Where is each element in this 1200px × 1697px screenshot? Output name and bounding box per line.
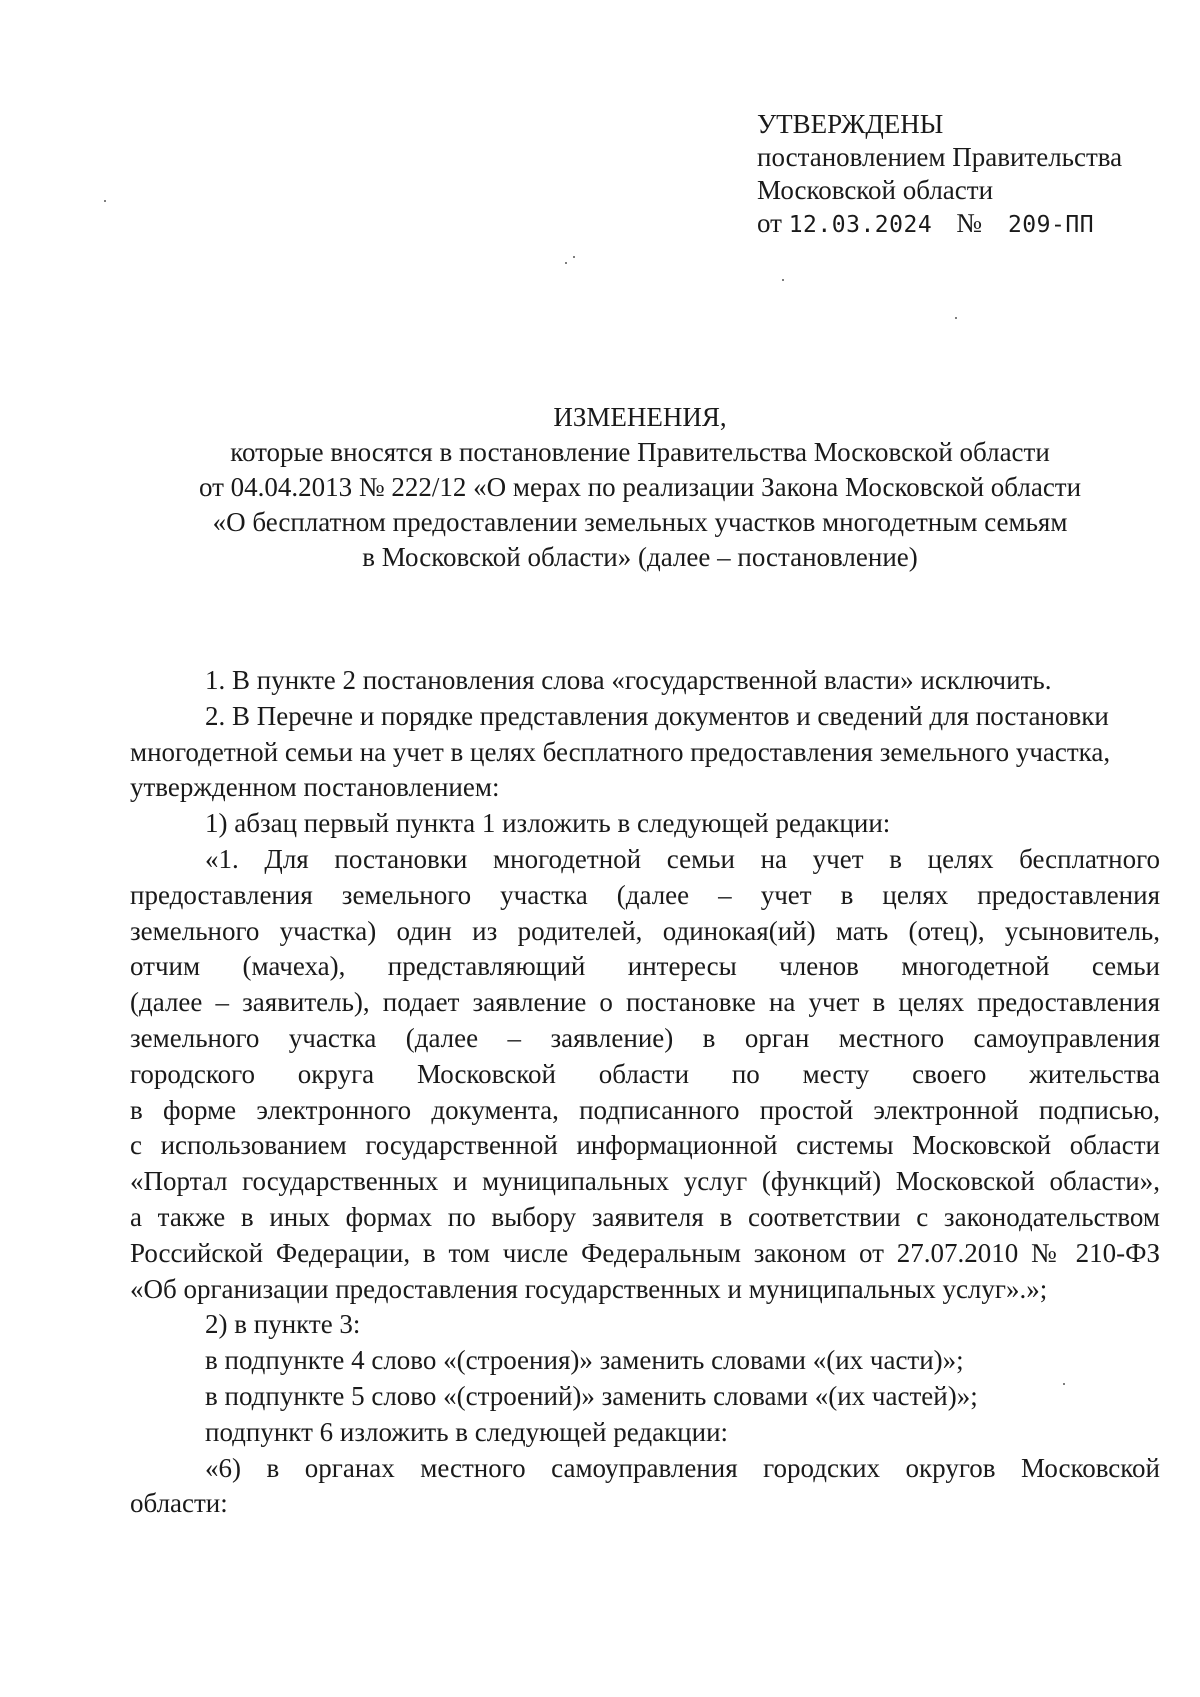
decree-number: 209-ПП [1007, 212, 1095, 238]
approval-heading: УТВЕРЖДЕНЫ [757, 109, 944, 139]
scan-speck [955, 317, 957, 319]
body-line: Российской Федерации, в том числе Федеральным законом от 27.07.2010 № 210-ФЗ [130, 1237, 1160, 1268]
body-line: с использованием государственной информационной системы Московской области [130, 1130, 1160, 1161]
body-line: 1. В пункте 2 постановления слова «государственной власти» исключить. [205, 665, 1052, 695]
body-line: области: [130, 1488, 228, 1519]
body-line: земельного участка (далее – заявление) в орган местного самоуправления [130, 1022, 1160, 1053]
title-line: от 04.04.2013 № 222/12 «О мерах по реализации Закона Московской области [198, 472, 1082, 502]
body-line: 2) в пункте 3: [205, 1309, 361, 1340]
body-line: «Об организации предоставления государственных и муниципальных услуг».»; [130, 1273, 1048, 1304]
approval-date-line [757, 207, 1122, 242]
title-heading: ИЗМЕНЕНИЯ, [553, 402, 727, 432]
scan-speck [565, 262, 567, 264]
number-sign: № [956, 208, 982, 238]
approval-block [757, 108, 1122, 242]
body-line: предоставления земельного участка (далее – учет в целях предоставления [130, 879, 1160, 910]
body-line: (далее – заявитель), подает заявление о постановке на учет в целях предоставления [130, 987, 1160, 1018]
body-line: городского округа Московской области по месту своего жительства [130, 1058, 1160, 1089]
body-line: в форме электронного документа, подписанного простой электронной подписью, [130, 1094, 1160, 1125]
body-line: утвержденном постановлением: [130, 772, 500, 803]
body-line: земельного участка) один из родителей, одинокая(ий) мать (отец), усыновитель, [130, 915, 1160, 946]
body-line: 1) абзац первый пункта 1 изложить в следующей редакции: [205, 808, 891, 839]
body-line: многодетной семьи на учет в целях бесплатного предоставления земельного участка, [130, 736, 1111, 767]
decree-date: 12.03.2024 [788, 212, 933, 238]
body-line: в подпункте 4 слово «(строения)» заменить словами «(их части)»; [205, 1345, 964, 1376]
approval-line-2: Московской области [757, 175, 994, 205]
title-line: которые вносятся в постановление Правительства Московской области [230, 437, 1050, 467]
body-line: подпункт 6 изложить в следующей редакции: [205, 1416, 729, 1447]
document-title [140, 400, 1140, 575]
approval-line-1: постановлением Правительства [757, 142, 1123, 172]
body-line: «1. Для постановки многодетной семьи на учет в целях бесплатного [205, 843, 1160, 874]
title-line: «О бесплатном предоставлении земельных участков многодетным семьям [212, 507, 1068, 537]
scan-speck [104, 200, 106, 202]
scan-speck [573, 256, 575, 258]
title-line: в Московской области» (далее – постановление) [362, 542, 918, 572]
body-line: а также в иных формах по выбору заявителя в соответствии с законодательством [130, 1201, 1160, 1232]
date-prefix: от [757, 208, 782, 238]
body-line: 2. В Перечне и порядке представления документов и сведений для постановки [205, 700, 1109, 731]
body-line: «6) в органах местного самоуправления городских округов Московской [205, 1452, 1160, 1483]
document-body [130, 663, 1160, 1522]
body-line: «Портал государственных и муниципальных услуг (функций) Московской области», [130, 1166, 1160, 1197]
scan-speck [782, 279, 784, 281]
body-line: в подпункте 5 слово «(строений)» заменить словами «(их частей)»; [205, 1380, 978, 1411]
body-line: отчим (мачеха), представляющий интересы членов многодетной семьи [130, 951, 1160, 982]
